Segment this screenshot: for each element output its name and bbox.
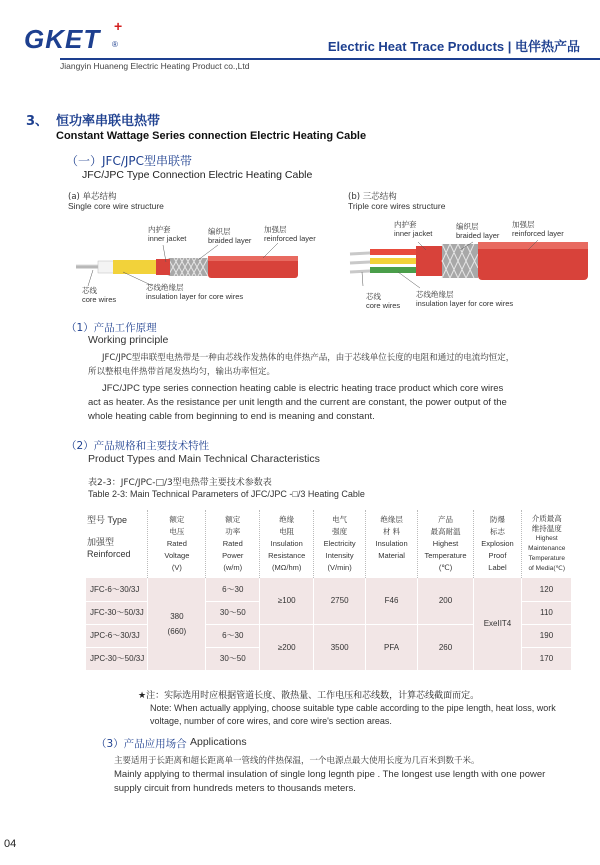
- insulation-label-b: 芯线绝缘层 insulation layer for core wires: [416, 290, 514, 308]
- cell-model: JFC-6～30/3J: [86, 578, 148, 601]
- single-core-diagram: [68, 190, 318, 315]
- header-rule: [0, 58, 600, 60]
- brand-logo: GKET: [24, 24, 101, 54]
- diagram-a-caption-cn: (a) 单芯结构: [68, 192, 117, 202]
- header-material: 绝缘层 材 料 Insulation Material: [366, 510, 418, 578]
- table-caption-cn: 表2-3：JFC/JPC-□/3型电热带主要技术参数表: [88, 478, 272, 488]
- reinforced-label-a: 加强层 reinforced layer: [264, 225, 316, 243]
- diagram-b-caption-en: Triple core wires structure: [348, 201, 446, 211]
- triple-core-diagram: [348, 190, 598, 315]
- principle-para-en-2: act as heater. As the resistance per unit length and the current are constant, the power output of the: [88, 397, 507, 408]
- principle-heading-cn: （1）产品工作原理: [66, 322, 157, 334]
- subsection-title-en: JFC/JPC Type Connection Electric Heating Cable: [82, 169, 313, 181]
- reinforced-label-b: 加强层 reinforced layer: [512, 220, 564, 238]
- cell-temperature: 200: [418, 578, 474, 624]
- header-title: Electric Heat Trace Products | 电伴热产品: [327, 39, 580, 54]
- cell-power: 6～30: [206, 624, 260, 647]
- header-power: 额定 功率 Rated Power (w/m): [206, 510, 260, 578]
- cell-power: 30～50: [206, 601, 260, 624]
- inner-jacket-label-b: 内护套 inner jacket: [394, 220, 433, 238]
- cell-resistance: ≥200: [260, 624, 314, 670]
- cell-material: PFA: [366, 624, 418, 670]
- applications-para-en-2: supply circuit from hundreds meters to thousands meters.: [114, 783, 356, 794]
- applications-para-en-1: Mainly applying to thermal insulation of single long legnth pipe . The longest use length with one power: [114, 769, 546, 780]
- section-title-cn: 恒功率串联电热带: [56, 114, 161, 129]
- header-voltage: 额定 电压 Rated Voltage (V): [148, 510, 206, 578]
- applications-heading-cn: （3）产品应用场合: [96, 738, 187, 750]
- cell-explosion: ExeIIT4: [474, 578, 522, 670]
- principle-heading-en: Working principle: [88, 334, 169, 346]
- parameters-table: [86, 510, 572, 671]
- diagram-a-caption-en: Single core wire structure: [68, 201, 164, 211]
- cell-power: 6～30: [206, 578, 260, 601]
- cell-resistance: ≥100: [260, 578, 314, 624]
- company-name: Jiangyin Huaneng Electric Heating Product co.,Ltd: [60, 61, 250, 71]
- principle-para-cn-2: 所以整根电伴热带首尾发热均匀，输出功率恒定。: [88, 367, 276, 377]
- cell-model: JPC-30～50/3J: [86, 647, 148, 670]
- cell-model: JFC-30～50/3J: [86, 601, 148, 624]
- header-temperature: 产品 最高耐温 Highest Temperature (℃): [418, 510, 474, 578]
- principle-para-cn-1: JFC/JPC型串联型电热带是一种由芯线作发热体的电伴热产品，由于芯线单位长度的电阻和通过的电流均恒定，: [102, 353, 515, 363]
- cell-media-temp: 110: [521, 601, 571, 624]
- insulation-label-a: 芯线绝缘层 insulation layer for core wires: [146, 283, 244, 301]
- table-row: [86, 578, 572, 601]
- section-title-en: Constant Wattage Series connection Electric Heating Cable: [56, 130, 367, 142]
- cell-media-temp: 170: [521, 647, 571, 670]
- table-header-row: [86, 510, 572, 578]
- applications-heading-en: Applications: [190, 736, 247, 748]
- types-heading-en: Product Types and Main Technical Characteristics: [88, 453, 320, 465]
- core-label-b: 芯线 core wires: [366, 292, 401, 310]
- table-caption-en: Table 2-3: Main Technical Parameters of JFC/JPC -□/3 Heating Cable: [88, 489, 365, 499]
- header-rule-gap: [0, 58, 60, 60]
- header-resistance: 绝缘 电阻 Insulation Resistance (MΩ/hm): [260, 510, 314, 578]
- braided-label-b: 编织层 braided layer: [456, 222, 500, 240]
- page-number: 04: [4, 838, 17, 850]
- note-cn: ★注：实际选用时应根据管道长度、散热量、工作电压和芯线数，计算芯线截面而定。: [138, 691, 480, 701]
- cell-media-temp: 190: [521, 624, 571, 647]
- subsection-title-cn: （一）JFC/JPC型串联带: [66, 154, 193, 168]
- applications-para-cn: 主要适用于长距离和超长距离单一管线的伴热保温，一个电源点最大使用长度为几百米到数千米。: [114, 756, 480, 766]
- section-number: 3、: [26, 114, 49, 129]
- header-explosion: 防爆 标志 Explosion Proof Label: [474, 510, 522, 578]
- principle-para-en-1: JFC/JPC type series connection heating cable is electric heating trace product which core wires: [102, 383, 504, 394]
- braided-label-a: 编织层 braided layer: [208, 227, 252, 245]
- logo-plus-mark: +: [114, 18, 123, 34]
- inner-jacket-label-a: 内护套 inner jacket: [148, 225, 187, 243]
- cell-strength: 2750: [314, 578, 366, 624]
- header-strength: 电气 强度 Electricity Intensity (V/min): [314, 510, 366, 578]
- cell-strength: 3500: [314, 624, 366, 670]
- cell-model: JPC-6～30/3J: [86, 624, 148, 647]
- principle-para-en-3: whole heating cable from beginning to end is meaning and constant.: [88, 411, 375, 422]
- note-en: Note: When actually applying, choose suitable type cable according to the pipe length, heat loss, work voltage, number of core wires, and core wire's section areas.: [150, 703, 556, 726]
- cell-power: 30～50: [206, 647, 260, 670]
- core-label-a: 芯线 core wires: [82, 286, 117, 304]
- cell-media-temp: 120: [521, 578, 571, 601]
- header-media-temp: 介质最高 维持温度 Highest Maintenance Temperature of Media(℃): [521, 510, 571, 578]
- cell-temperature: 260: [418, 624, 474, 670]
- diagram-b-caption-cn: (b) 三芯结构: [348, 192, 397, 202]
- header-model: 型号 Type 加强型 Reinforced: [86, 510, 148, 578]
- types-heading-cn: （2）产品规格和主要技术特性: [66, 440, 210, 452]
- registered-mark: ®: [112, 40, 118, 49]
- cell-voltage: 380 (660): [148, 578, 206, 670]
- cell-material: F46: [366, 578, 418, 624]
